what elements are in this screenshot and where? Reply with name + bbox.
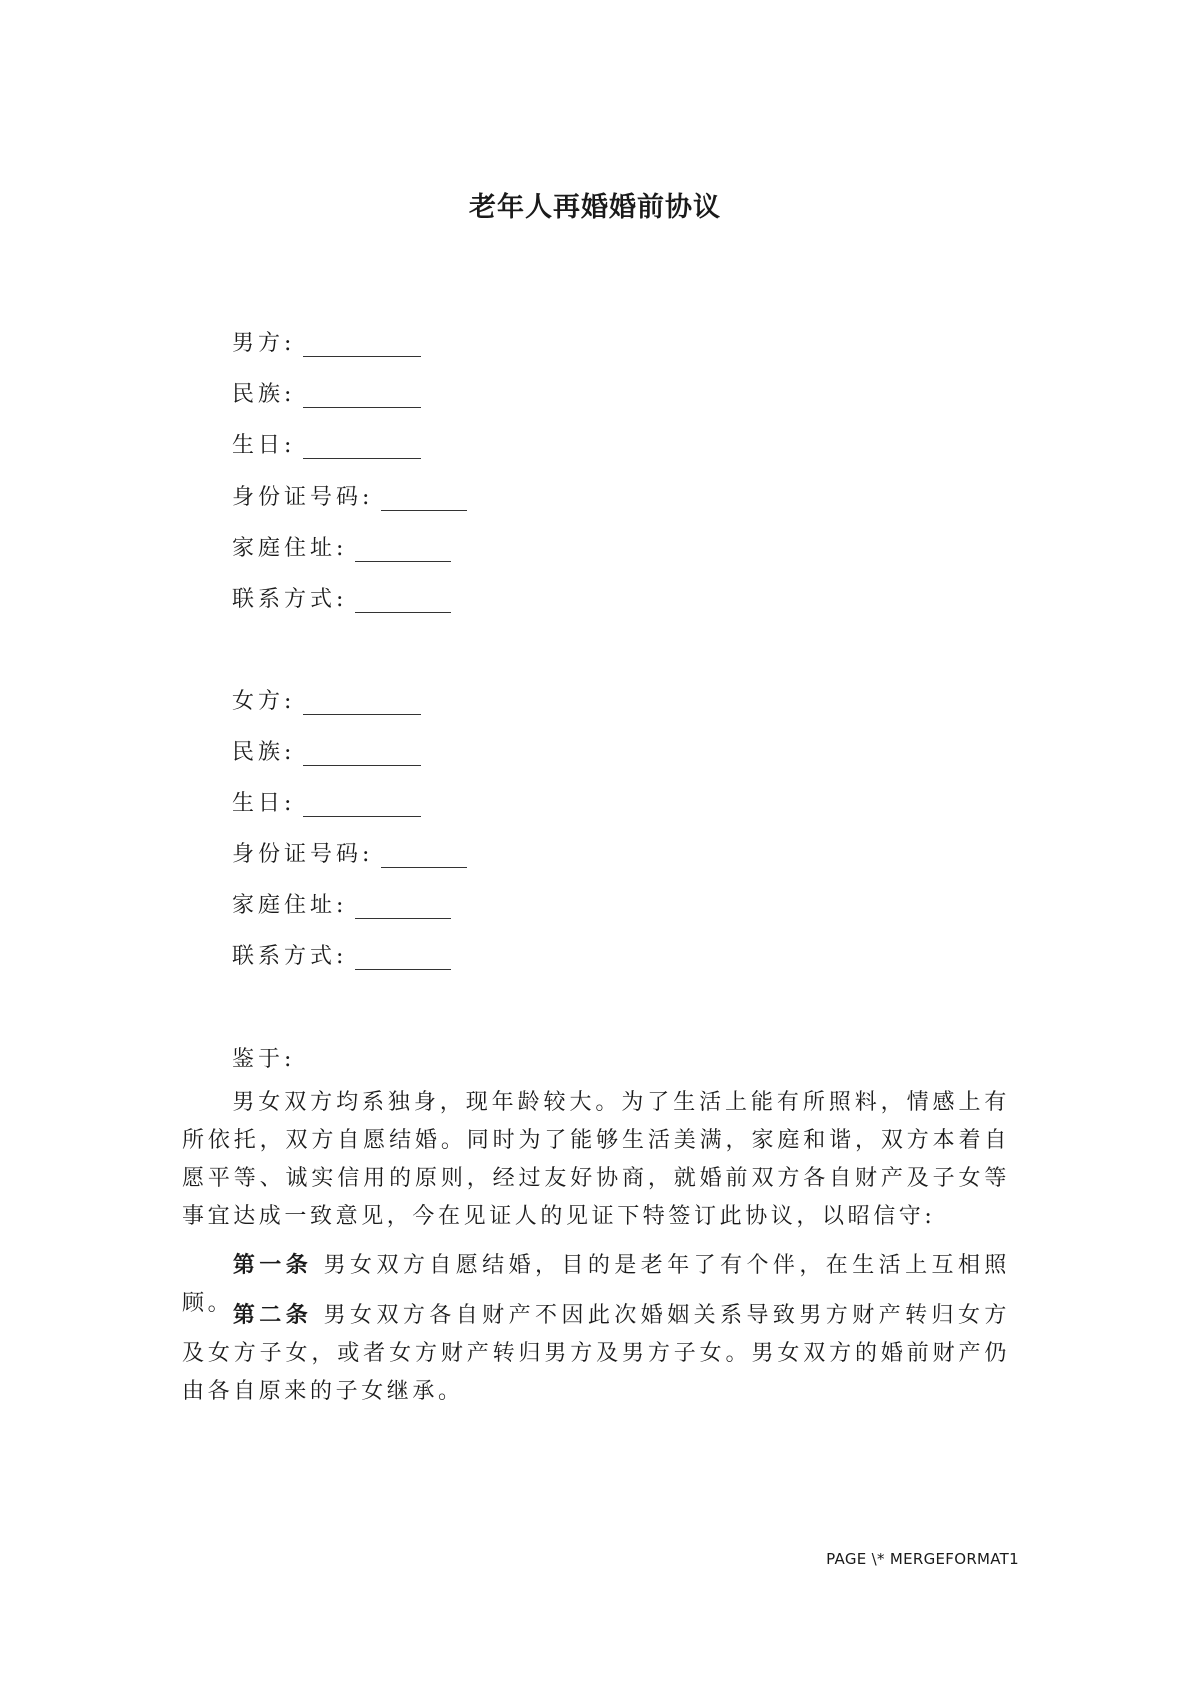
male-id-field [232,480,467,511]
male-contact-field [232,582,451,613]
male-address-blank [355,543,451,562]
female-id-field [232,837,467,868]
female-contact-field [232,939,451,970]
male-contact-label: 联系方式: [232,587,348,612]
male-party-label: 男方: [232,331,296,356]
male-birthday-label: 生日: [232,433,296,458]
male-id-label: 身份证号码: [232,485,374,510]
female-address-label: 家庭住址: [232,893,348,918]
female-id-label: 身份证号码: [232,842,374,867]
female-ethnicity-field [232,735,421,766]
male-birthday-blank [303,440,421,459]
female-birthday-blank [303,798,421,817]
article-2-text: 男女双方各自财产不因此次婚姻关系导致男方财产转归女方及女方子女，或者女方财产转归男方及男方子女。男女双方的婚前财产仍由各自原来的子女继承。 [182,1303,1011,1404]
female-contact-blank [355,951,451,970]
female-party-blank [303,696,421,715]
female-id-blank [381,849,467,868]
female-birthday-field [232,786,421,817]
male-id-blank [381,492,467,511]
female-party-field [232,684,421,715]
male-party-blank [303,338,421,357]
female-address-blank [355,900,451,919]
male-birthday-field [232,428,421,459]
male-ethnicity-field [232,377,421,408]
female-ethnicity-label: 民族: [232,740,296,765]
male-ethnicity-label: 民族: [232,382,296,407]
article-1-text: 男女双方自愿结婚，目的是老年了有个伴，在生活上互相照顾。 [182,1253,1011,1316]
male-address-field [232,531,451,562]
page-footer: PAGE \* MERGEFORMAT1 [826,1550,1019,1568]
female-address-field [232,888,451,919]
whereas-paragraph [182,1084,1010,1236]
male-address-label: 家庭住址: [232,536,348,561]
whereas-text: 男女双方均系独身，现年龄较大。为了生活上能有所照料，情感上有所依托，双方自愿结婚。同时为了能够生活美满，家庭和谐，双方本着自愿平等、诚实信用的原则，经过友好协商，就婚前双方各自财产及子女等事宜达成一致意见，今在见证人的见证下特签订此协议，以昭信守: [182,1090,1010,1229]
male-ethnicity-blank [303,389,421,408]
female-birthday-label: 生日: [232,791,296,816]
male-contact-blank [355,594,451,613]
female-party-label: 女方: [232,689,296,714]
male-party-field [232,326,421,357]
female-ethnicity-blank [303,747,421,766]
whereas-label: 鉴于: [232,1047,296,1072]
article-2 [182,1296,1010,1411]
document-title: 老年人再婚婚前协议 [469,192,721,223]
female-contact-label: 联系方式: [232,944,348,969]
whereas-heading [232,1042,295,1073]
article-1-label: 第一条 [232,1252,313,1278]
article-2-label: 第二条 [232,1302,313,1328]
